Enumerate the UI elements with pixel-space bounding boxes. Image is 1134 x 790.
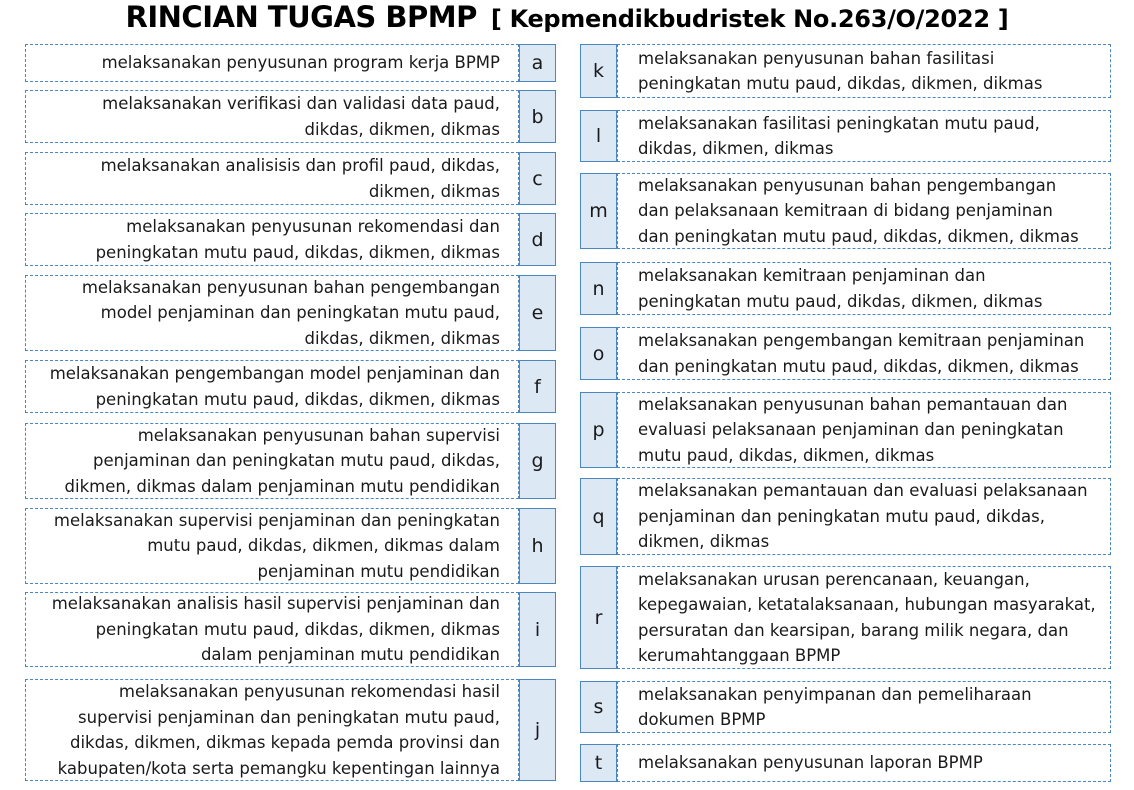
- task-row-a: [25, 44, 556, 82]
- task-description-line: melaksanakan analisis hasil supervisi penjaminan dan: [51, 594, 500, 614]
- task-description-box: [25, 423, 519, 499]
- task-letter-label: i: [519, 592, 556, 667]
- page-title: [0, 0, 1134, 38]
- task-row-g: [25, 423, 556, 499]
- task-description-line: penjaminan dan peningkatan mutu paud, dikdas,: [93, 451, 500, 471]
- task-row-e: [25, 275, 556, 351]
- task-description-line: penjaminan dan peningkatan mutu paud, dikdas,: [638, 506, 1045, 526]
- task-row-o: [580, 327, 1111, 380]
- task-description-box: [617, 327, 1111, 380]
- task-description-line: dikmen, dikmas: [638, 532, 770, 552]
- task-description-line: evaluasi pelaksanaan penjaminan dan peningkatan: [638, 420, 1064, 440]
- task-description-line: persuratan dan kearsipan, barang milik negara, dan: [638, 620, 1069, 640]
- task-description-line: dikdas, dikmen, dikmas kepada pemda provinsi dan: [69, 733, 500, 752]
- task-description-line: dikdas, dikmen, dikmas: [304, 119, 500, 139]
- task-description-line: kabupaten/kota serta pemangku kepentingan lainnya: [57, 758, 500, 778]
- task-description-box: [25, 508, 519, 584]
- task-description-line: dokumen BPMP: [638, 710, 766, 729]
- task-description-line: peningkatan mutu paud, dikdas, dikmen, dikmas: [638, 291, 1043, 311]
- task-row-c: [25, 152, 556, 205]
- task-description-line: penjaminan mutu pendidikan: [257, 561, 500, 581]
- task-row-b: [25, 90, 556, 143]
- task-description-line: melaksanakan supervisi penjaminan dan peningkatan: [53, 510, 500, 530]
- task-letter-label: c: [519, 152, 556, 205]
- task-description-line: dan pelaksanaan kemitraan di bidang penjaminan: [638, 201, 1053, 221]
- task-letter-label: t: [580, 744, 617, 782]
- task-description-line: melaksanakan penyimpanan dan pemeliharaan: [638, 684, 1032, 704]
- task-description-line: dan peningkatan mutu paud, dikdas, dikmen, dikmas: [638, 356, 1079, 376]
- task-description-line: melaksanakan penyusunan program kerja BPMP: [101, 53, 500, 73]
- task-description-box: [25, 152, 519, 205]
- task-letter-label: k: [580, 44, 617, 98]
- task-row-t: [580, 744, 1111, 782]
- task-description-line: dan peningkatan mutu paud, dikdas, dikmen, dikmas: [638, 226, 1079, 246]
- task-description-box: [617, 44, 1111, 98]
- task-description-line: melaksanakan penyusunan bahan pemantauan dan: [638, 394, 1068, 414]
- task-description-line: melaksanakan pengembangan model penjaminan dan: [49, 364, 500, 383]
- task-letter-label: r: [580, 566, 617, 669]
- task-description-line: melaksanakan urusan perencanaan, keuangan,: [638, 569, 1030, 589]
- task-description-line: melaksanakan pemantauan dan evaluasi pelaksanaan: [638, 481, 1088, 501]
- task-letter-label: g: [519, 423, 556, 499]
- task-description-box: [25, 679, 519, 781]
- task-description-line: dikmen, dikmas dalam penjaminan mutu pendidikan: [64, 476, 500, 496]
- task-letter-label: a: [519, 44, 556, 82]
- task-row-f: [25, 360, 556, 413]
- task-description-box: [25, 592, 519, 667]
- task-description-box: [617, 392, 1111, 468]
- task-letter-label: l: [580, 110, 617, 162]
- task-description-line: melaksanakan analisisis dan profil paud, dikdas,: [100, 156, 500, 175]
- task-row-d: [25, 213, 556, 266]
- task-letter-label: e: [519, 275, 556, 351]
- task-description-box: [617, 173, 1111, 249]
- task-description-box: [617, 566, 1111, 669]
- task-description-box: [25, 90, 519, 143]
- task-letter-label: o: [580, 327, 617, 380]
- task-row-j: [25, 679, 556, 781]
- task-description-line: melaksanakan penyusunan bahan fasilitasi: [638, 48, 995, 68]
- task-letter-label: d: [519, 213, 556, 266]
- task-description-line: supervisi penjaminan dan peningkatan mutu paud,: [78, 707, 500, 727]
- task-description-box: [617, 110, 1111, 162]
- task-letter-label: b: [519, 90, 556, 143]
- task-description-box: [25, 213, 519, 266]
- task-letter-label: j: [519, 679, 556, 781]
- task-description-line: melaksanakan pengembangan kemitraan penjaminan: [638, 331, 1085, 350]
- task-letter-label: s: [580, 681, 617, 733]
- task-description-box: [617, 744, 1111, 782]
- task-description-line: melaksanakan kemitraan penjaminan dan: [638, 266, 986, 285]
- task-letter-label: n: [580, 262, 617, 315]
- task-row-n: [580, 262, 1111, 315]
- task-description-line: melaksanakan penyusunan bahan pengembangan: [81, 277, 500, 297]
- task-description-line: peningkatan mutu paud, dikdas, dikmen, dikmas: [95, 619, 500, 639]
- task-description-line: mutu paud, dikdas, dikmen, dikmas dalam: [147, 536, 500, 556]
- task-description-box: [617, 681, 1111, 733]
- task-row-s: [580, 681, 1111, 733]
- task-row-q: [580, 478, 1111, 555]
- task-letter-label: h: [519, 508, 556, 584]
- task-row-r: [580, 566, 1111, 669]
- task-description-line: melaksanakan penyusunan laporan BPMP: [638, 753, 983, 773]
- task-row-p: [580, 392, 1111, 468]
- task-description-line: dikdas, dikmen, dikmas: [638, 139, 834, 158]
- task-description-box: [617, 478, 1111, 555]
- task-row-i: [25, 592, 556, 667]
- task-letter-label: m: [580, 173, 617, 249]
- task-description-line: peningkatan mutu paud, dikdas, dikmen, dikmas: [95, 389, 500, 409]
- task-description-line: melaksanakan fasilitasi peningkatan mutu paud,: [638, 113, 1040, 133]
- task-description-line: dikdas, dikmen, dikmas: [304, 328, 500, 348]
- task-description-box: [25, 275, 519, 351]
- task-row-l: [580, 110, 1111, 162]
- title-reference: [ Kepmendikbudristek No.263/O/2022 ]: [490, 5, 1009, 33]
- task-row-m: [580, 173, 1111, 249]
- task-description-line: dikmen, dikmas: [368, 181, 500, 201]
- task-description-line: melaksanakan verifikasi dan validasi data paud,: [102, 94, 500, 113]
- task-description-line: kerumahtanggaan BPMP: [638, 646, 841, 665]
- task-description-box: [25, 360, 519, 413]
- task-description-box: [617, 262, 1111, 315]
- task-description-box: [25, 44, 519, 82]
- task-description-line: melaksanakan penyusunan rekomendasi dan: [126, 217, 500, 236]
- task-description-line: melaksanakan penyusunan rekomendasi hasil: [118, 682, 500, 701]
- task-letter-label: p: [580, 392, 617, 468]
- task-row-h: [25, 508, 556, 584]
- task-letter-label: f: [519, 360, 556, 413]
- task-description-line: peningkatan mutu paud, dikdas, dikmen, dikmas: [95, 242, 500, 262]
- task-description-line: melaksanakan penyusunan bahan pengembangan: [638, 175, 1057, 195]
- task-letter-label: q: [580, 478, 617, 555]
- task-description-line: melaksanakan penyusunan bahan supervisi: [137, 425, 500, 445]
- task-description-line: kepegawaian, ketatalaksanaan, hubungan masyarakat,: [638, 595, 1096, 614]
- task-description-line: dalam penjaminan mutu pendidikan: [200, 645, 500, 665]
- task-row-k: [580, 44, 1111, 98]
- task-description-line: peningkatan mutu paud, dikdas, dikmen, dikmas: [638, 74, 1043, 93]
- task-description-line: mutu paud, dikdas, dikmen, dikmas: [638, 445, 935, 465]
- title-main: RINCIAN TUGAS BPMP: [125, 0, 477, 34]
- task-description-line: model penjaminan dan peningkatan mutu paud,: [100, 303, 500, 323]
